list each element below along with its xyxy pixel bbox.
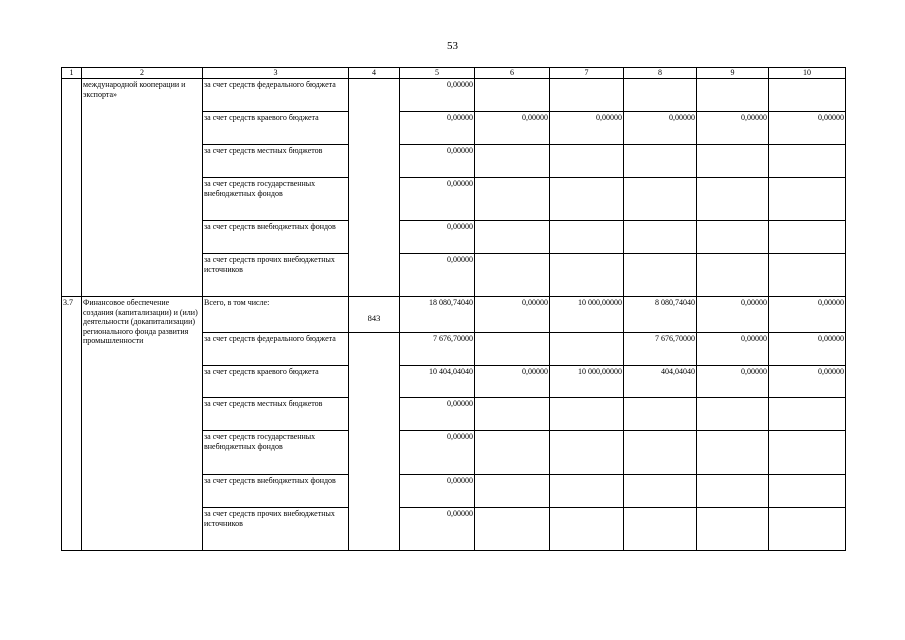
column-header: 2 <box>82 68 203 79</box>
page-number: 53 <box>447 40 458 52</box>
value-cell <box>475 431 550 475</box>
value-cell <box>769 475 846 508</box>
value-cell <box>697 221 769 254</box>
value-cell: 0,00000 <box>769 333 846 366</box>
row-number-cell <box>62 79 82 297</box>
value-cell: 0,00000 <box>475 112 550 145</box>
value-cell: 0,00000 <box>697 333 769 366</box>
code-cell-empty <box>349 333 400 551</box>
value-cell <box>475 333 550 366</box>
value-cell: 0,00000 <box>697 112 769 145</box>
column-header: 9 <box>697 68 769 79</box>
value-cell <box>550 475 624 508</box>
code-cell: 843 <box>349 297 400 333</box>
value-cell <box>697 431 769 475</box>
column-header: 8 <box>624 68 697 79</box>
column-header: 1 <box>62 68 82 79</box>
funding-source-cell: Всего, в том числе: <box>203 297 349 333</box>
value-cell: 8 080,74040 <box>624 297 697 333</box>
value-cell: 0,00000 <box>475 366 550 398</box>
value-cell <box>697 508 769 551</box>
funding-source-cell: за счет средств федерального бюджета <box>203 333 349 366</box>
header-row <box>62 68 846 79</box>
column-header: 10 <box>769 68 846 79</box>
funding-source-cell: за счет средств государственных внебюджетных фондов <box>203 431 349 475</box>
value-cell <box>475 475 550 508</box>
value-cell <box>475 254 550 297</box>
value-cell <box>550 145 624 178</box>
value-cell: 0,00000 <box>400 508 475 551</box>
column-header: 5 <box>400 68 475 79</box>
value-cell <box>624 254 697 297</box>
value-cell <box>769 145 846 178</box>
value-cell <box>550 79 624 112</box>
value-cell: 0,00000 <box>400 112 475 145</box>
value-cell <box>624 145 697 178</box>
value-cell <box>624 178 697 221</box>
value-cell: 10 000,00000 <box>550 297 624 333</box>
value-cell <box>550 254 624 297</box>
value-cell <box>697 254 769 297</box>
value-cell: 0,00000 <box>475 297 550 333</box>
value-cell <box>697 398 769 431</box>
measure-name-cell: Финансовое обеспечение создания (капитализации) и (или) деятельности (докапитализации) регионального фонда развития промышленности <box>82 297 203 551</box>
funding-source-cell: за счет средств прочих внебюджетных источников <box>203 508 349 551</box>
budget-table <box>61 67 846 551</box>
value-cell: 0,00000 <box>769 112 846 145</box>
value-cell <box>769 178 846 221</box>
measure-name-cell: международной кооперации и экспорта» <box>82 79 203 297</box>
value-cell <box>475 508 550 551</box>
row-number-cell: 3.7 <box>62 297 82 551</box>
funding-source-cell: за счет средств местных бюджетов <box>203 398 349 431</box>
value-cell <box>697 178 769 221</box>
value-cell: 0,00000 <box>697 297 769 333</box>
value-cell <box>769 508 846 551</box>
value-cell: 0,00000 <box>769 366 846 398</box>
value-cell: 0,00000 <box>400 431 475 475</box>
value-cell: 0,00000 <box>769 297 846 333</box>
value-cell: 0,00000 <box>624 112 697 145</box>
column-header: 4 <box>349 68 400 79</box>
value-cell <box>624 79 697 112</box>
code-cell <box>349 79 400 297</box>
value-cell <box>550 221 624 254</box>
value-cell <box>475 398 550 431</box>
value-cell: 0,00000 <box>697 366 769 398</box>
value-cell: 0,00000 <box>400 79 475 112</box>
value-cell <box>550 508 624 551</box>
value-cell <box>697 79 769 112</box>
value-cell <box>769 398 846 431</box>
value-cell <box>769 79 846 112</box>
value-cell <box>769 431 846 475</box>
value-cell <box>697 145 769 178</box>
value-cell: 0,00000 <box>400 221 475 254</box>
value-cell: 0,00000 <box>550 112 624 145</box>
value-cell <box>475 145 550 178</box>
value-cell: 7 676,70000 <box>624 333 697 366</box>
value-cell: 18 080,74040 <box>400 297 475 333</box>
value-cell: 0,00000 <box>400 145 475 178</box>
value-cell <box>550 398 624 431</box>
funding-source-cell: за счет средств федерального бюджета <box>203 79 349 112</box>
value-cell <box>624 475 697 508</box>
value-cell: 0,00000 <box>400 178 475 221</box>
value-cell: 404,04040 <box>624 366 697 398</box>
value-cell <box>475 79 550 112</box>
value-cell <box>769 254 846 297</box>
value-cell: 0,00000 <box>400 475 475 508</box>
value-cell: 10 404,04040 <box>400 366 475 398</box>
column-header: 3 <box>203 68 349 79</box>
value-cell <box>550 178 624 221</box>
funding-source-cell: за счет средств государственных внебюджетных фондов <box>203 178 349 221</box>
table-row <box>62 297 846 333</box>
funding-source-cell: за счет средств внебюджетных фондов <box>203 221 349 254</box>
value-cell <box>624 508 697 551</box>
value-cell: 7 676,70000 <box>400 333 475 366</box>
value-cell: 0,00000 <box>400 398 475 431</box>
value-cell <box>550 333 624 366</box>
column-header: 6 <box>475 68 550 79</box>
value-cell: 10 000,00000 <box>550 366 624 398</box>
table-row <box>62 79 846 112</box>
value-cell <box>769 221 846 254</box>
funding-source-cell: за счет средств местных бюджетов <box>203 145 349 178</box>
funding-source-cell: за счет средств прочих внебюджетных источников <box>203 254 349 297</box>
value-cell: 0,00000 <box>400 254 475 297</box>
value-cell <box>697 475 769 508</box>
column-header: 7 <box>550 68 624 79</box>
value-cell <box>624 431 697 475</box>
value-cell <box>550 431 624 475</box>
funding-source-cell: за счет средств краевого бюджета <box>203 112 349 145</box>
value-cell <box>475 221 550 254</box>
funding-source-cell: за счет средств внебюджетных фондов <box>203 475 349 508</box>
value-cell <box>475 178 550 221</box>
value-cell <box>624 221 697 254</box>
funding-source-cell: за счет средств краевого бюджета <box>203 366 349 398</box>
value-cell <box>624 398 697 431</box>
